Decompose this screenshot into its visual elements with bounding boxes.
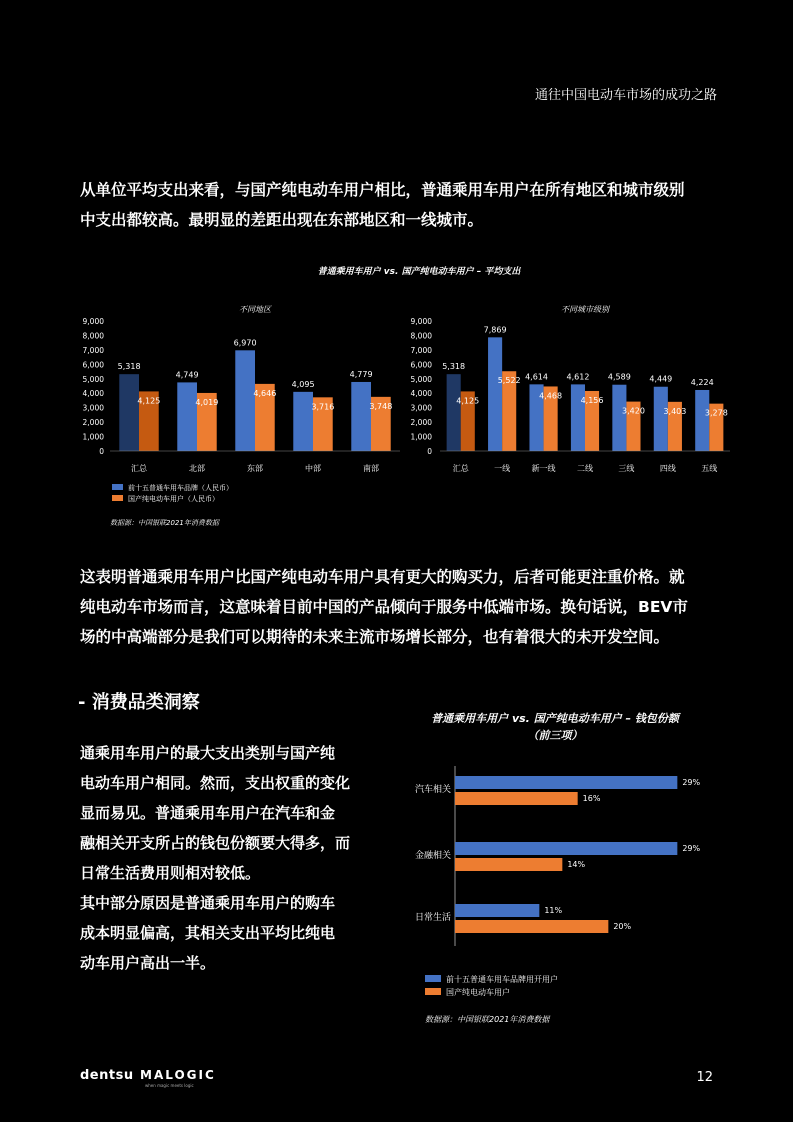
- region-chart: [83, 305, 400, 473]
- dentsu-logo: dentsu: [80, 1068, 134, 1083]
- y-tick-label: 2,000: [82, 418, 104, 428]
- y-tick-label: 7,000: [410, 345, 432, 355]
- category-label: 金融相关: [414, 851, 451, 861]
- legend: [112, 483, 233, 503]
- data-label: 3,748: [369, 401, 393, 411]
- data-label: 29%: [682, 844, 701, 853]
- bar: [455, 858, 562, 871]
- data-label: 4,612: [566, 372, 590, 382]
- data-label: 4,224: [690, 377, 714, 387]
- wallet-share-figure: [385, 700, 725, 1040]
- legend-swatch-orange: [112, 495, 123, 501]
- data-label: 6,970: [233, 338, 257, 348]
- paragraph-line: 成本明显偏高，其相关支出平均比纯电: [80, 924, 336, 942]
- paragraph-analysis: [80, 562, 720, 652]
- x-tick-label: 汇总: [452, 464, 469, 473]
- data-label: 4,095: [291, 379, 315, 389]
- x-tick-label: 南部: [363, 464, 379, 473]
- x-tick-label: 北部: [189, 464, 205, 473]
- y-tick-label: 3,000: [82, 403, 104, 413]
- paragraph-line: 纯电动车市场而言，这意味着目前中国的产品倾向于服务中低端市场。换句话说，BEV市: [80, 598, 688, 616]
- paragraph-intro: [80, 175, 720, 235]
- data-label: 4,614: [525, 372, 548, 382]
- source-note: 数据源：中国银联2021年消费数据: [425, 1015, 550, 1024]
- bar: [177, 382, 197, 451]
- data-label: 5,522: [497, 376, 521, 386]
- y-tick-label: 6,000: [82, 360, 104, 370]
- bar: [455, 904, 539, 917]
- data-label: 20%: [613, 922, 632, 931]
- paragraph-category: [80, 738, 380, 978]
- y-tick-label: 5,000: [410, 374, 432, 384]
- chart-title: （前三项）: [527, 729, 583, 742]
- average-spend-figure: [70, 255, 750, 545]
- bar: [351, 382, 371, 451]
- paragraph-line: 其中部分原因是普通乘用车用户的购车: [80, 894, 336, 912]
- paragraph-line: 场的中高端部分是我们可以期待的未来主流市场增长部分，也有着很大的未开发空间。: [80, 628, 670, 646]
- bar: [455, 776, 677, 789]
- x-tick-label: 汇总: [131, 464, 147, 473]
- x-tick-label: 三线: [618, 464, 635, 473]
- y-tick-label: 8,000: [82, 331, 104, 341]
- data-label: 4,779: [349, 369, 373, 379]
- y-tick-label: 9,000: [82, 317, 104, 326]
- bar: [455, 920, 608, 933]
- bar: [455, 792, 578, 805]
- chart-subtitle: 不同城市级别: [561, 305, 609, 314]
- bar: [654, 387, 668, 451]
- malogic-tagline: when magic meets logic: [145, 1083, 194, 1088]
- page-number: 12: [696, 1070, 713, 1085]
- chart-title: 普通乘用车用户 vs. 国产纯电动车用户 – 钱包份额: [431, 712, 679, 725]
- data-label: 16%: [582, 794, 601, 803]
- data-label: 5,318: [117, 362, 141, 372]
- data-label: 3,716: [311, 402, 335, 412]
- chart-title: 普通乘用车用户 vs. 国产纯电动车用户 – 平均支出: [317, 267, 521, 277]
- y-tick-label: 7,000: [82, 345, 104, 355]
- paragraph-line: 动车用户高出一半。: [80, 954, 216, 972]
- x-tick-label: 四线: [659, 464, 676, 473]
- category-label: 汽车相关: [414, 785, 451, 795]
- data-label: 3,420: [622, 406, 645, 416]
- bar: [612, 385, 626, 451]
- x-tick-label: 新一线: [531, 464, 556, 473]
- legend: [425, 974, 558, 997]
- x-tick-label: 二线: [577, 464, 593, 473]
- paragraph-line: 电动车用户相同。然而，支出权重的变化: [80, 774, 351, 792]
- paragraph-line: 中支出都较高。最明显的差距出现在东部地区和一线城市。: [80, 211, 484, 229]
- bar: [695, 390, 709, 451]
- data-label: 3,403: [663, 406, 687, 416]
- data-label: 5,318: [442, 362, 466, 372]
- header-title: 通往中国电动车市场的成功之路: [534, 88, 717, 103]
- bar: [455, 842, 677, 855]
- category-label: 日常生活: [414, 913, 451, 923]
- data-label: 4,468: [539, 391, 563, 401]
- y-tick-label: 0: [99, 447, 104, 456]
- y-tick-label: 4,000: [82, 389, 104, 399]
- legend-label: 国产纯电动车用户: [446, 988, 510, 997]
- y-tick-label: 0: [427, 447, 432, 456]
- bar: [571, 384, 585, 451]
- chart-subtitle: 不同地区: [239, 305, 271, 314]
- x-tick-label: 一线: [494, 464, 511, 473]
- legend-swatch-orange: [425, 988, 441, 995]
- paragraph-line: 通乘用车用户的最大支出类别与国产纯: [80, 744, 336, 762]
- y-tick-label: 6,000: [410, 360, 432, 370]
- data-label: 3,278: [704, 408, 728, 418]
- x-tick-label: 中部: [305, 464, 321, 473]
- section-title: - 消费品类洞察: [78, 692, 200, 713]
- data-label: 4,449: [649, 374, 673, 384]
- y-tick-label: 1,000: [82, 432, 104, 442]
- wallet-share-chart: [415, 766, 701, 946]
- data-label: 4,646: [253, 388, 277, 398]
- y-tick-label: 9,000: [410, 317, 432, 326]
- data-label: 29%: [682, 778, 701, 787]
- paragraph-line: 日常生活费用则相对较低。: [80, 864, 261, 882]
- data-label: 4,019: [195, 397, 219, 407]
- data-label: 11%: [544, 906, 563, 915]
- paragraph-line: 从单位平均支出来看，与国产纯电动车用户相比，普通乘用车用户在所有地区和城市级别: [80, 181, 685, 199]
- data-label: 14%: [567, 860, 586, 869]
- x-tick-label: 五线: [701, 464, 718, 473]
- paragraph-line: 显而易见。普通乘用车用户在汽车和金: [80, 804, 336, 822]
- legend-swatch-blue: [112, 484, 123, 490]
- data-label: 4,589: [607, 372, 631, 382]
- y-tick-label: 8,000: [410, 331, 432, 341]
- malogic-logo: MALOGIC: [140, 1068, 216, 1082]
- y-tick-label: 3,000: [410, 403, 432, 413]
- y-tick-label: 1,000: [410, 432, 432, 442]
- legend-label: 前十五普通车用车品牌（人民币）: [128, 484, 233, 492]
- data-label: 4,125: [137, 396, 161, 406]
- legend-label: 前十五普通车用车品牌用开用户: [446, 975, 558, 984]
- bar: [447, 374, 461, 451]
- y-tick-label: 2,000: [410, 418, 432, 428]
- legend-label: 国产纯电动车用户（人民币）: [128, 495, 219, 503]
- legend-swatch-blue: [425, 975, 441, 982]
- data-label: 4,125: [456, 396, 480, 406]
- bar: [119, 374, 139, 451]
- paragraph-line: 这表明普通乘用车用户比国产纯电动车用户具有更大的购买力，后者可能更注重价格。就: [80, 568, 685, 586]
- data-label: 4,749: [175, 370, 199, 380]
- x-tick-label: 东部: [247, 464, 263, 473]
- bar: [293, 392, 313, 451]
- data-label: 7,869: [483, 325, 507, 335]
- data-label: 4,156: [580, 395, 604, 405]
- bar: [488, 337, 502, 451]
- y-tick-label: 5,000: [82, 374, 104, 384]
- y-tick-label: 4,000: [410, 389, 432, 399]
- bar: [235, 350, 255, 451]
- paragraph-line: 融相关开支所占的钱包份额要大得多，而: [80, 834, 351, 852]
- city-tier-chart: [411, 305, 730, 473]
- source-note: 数据源：中国银联2021年消费数据: [110, 519, 219, 527]
